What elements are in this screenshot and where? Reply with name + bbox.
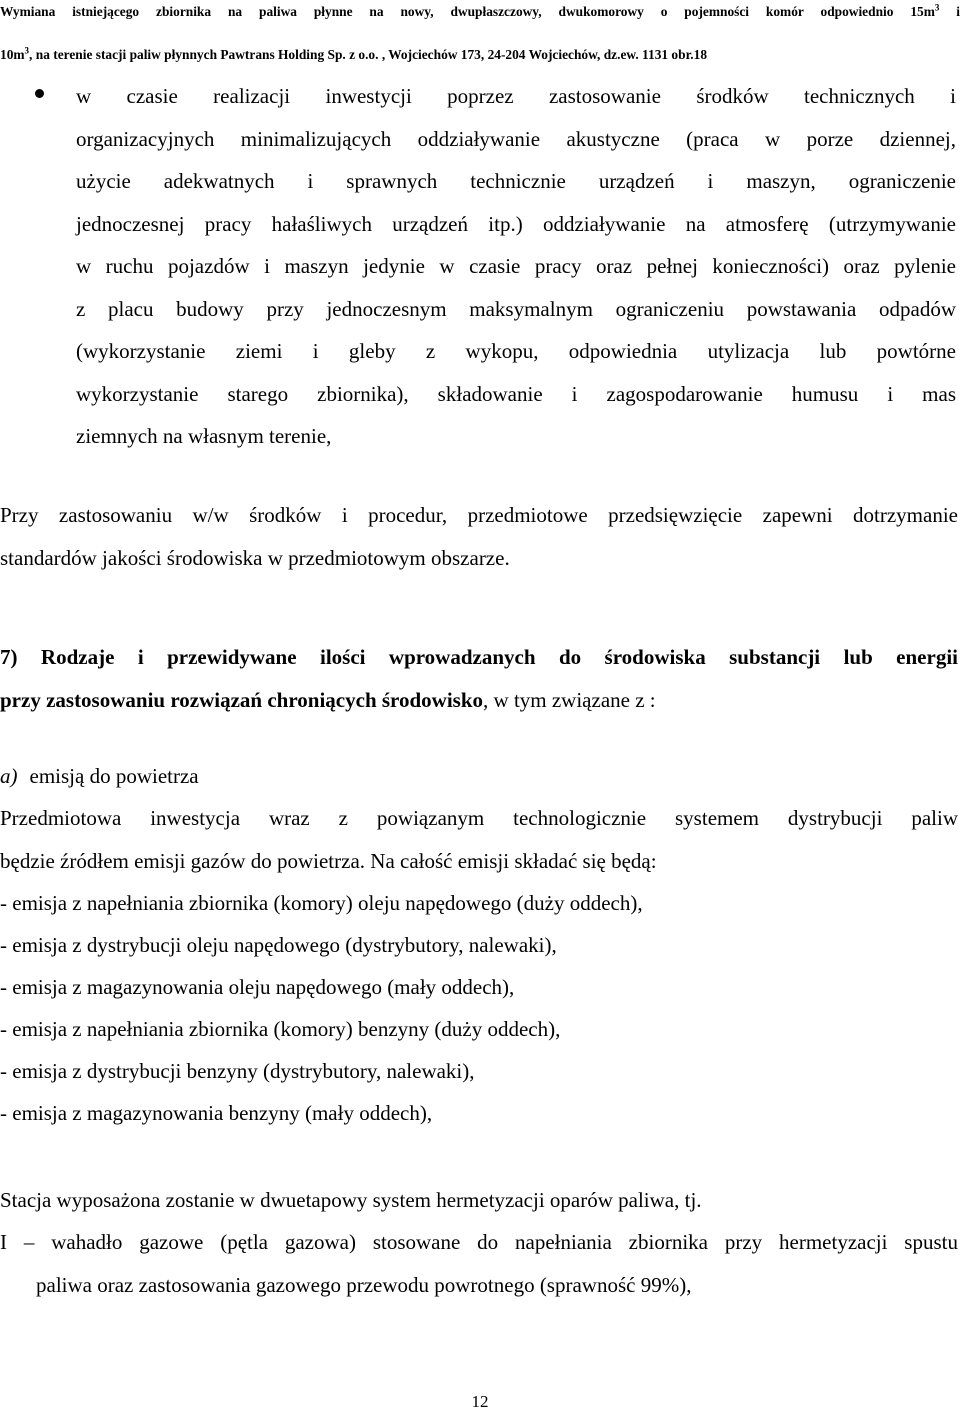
summary-paragraph (0, 494, 958, 579)
list-item: - emisja z magazynowania oleju napędowego (mały oddech), (0, 975, 515, 999)
section-heading-line: 7) Rodzaje i przewidywane ilości wprowadzanych do środowiska substancji lub energii (0, 645, 958, 669)
emissions-heading (0, 755, 958, 798)
section-heading-bold: przy zastosowaniu rozwiązań chroniących środowisko (0, 687, 484, 712)
text-line: organizacyjnych minimalizujących oddziaływanie akustyczne (praca w porze dziennej, (76, 126, 956, 151)
wahadlo-paragraph (0, 1221, 958, 1306)
section-heading-rest: , w tym związane z : (483, 687, 656, 712)
list-item: - emisja z dystrybucji oleju napędowego (dystrybutory, nalewaki), (0, 933, 557, 957)
list-item: - emisja z dystrybucji benzyny (dystrybutory, nalewaki), (0, 1059, 475, 1083)
header-line-2: $10m^3$, na terenie stacji paliw płynnych Pawtrans Holding Sp. z o.o. , Wojciechów 173, 24-204 Wojciechów, dz.ew. 1131 obr.18 (0, 45, 708, 62)
emissions-description (0, 797, 958, 882)
section-7-heading (0, 636, 958, 721)
emissions-list (0, 882, 958, 1134)
bullet-icon (35, 89, 44, 98)
text-line: (wykorzystanie ziemi i gleby z wykopu, odpowiednia utylizacja lub powtórne (76, 339, 956, 363)
subsection-letter: a) (0, 764, 18, 788)
text-line: jednoczesnej pracy hałaśliwych urządzeń itp.) oddziaływanie na atmosferę (utrzymywanie (76, 211, 956, 236)
text-line: użycie adekwatnych i sprawnych technicznie urządzeń i maszyn, ograniczenie (76, 169, 956, 193)
text-line: Stacja wyposażona zostanie w dwuetapowy system hermetyzacji oparów paliwa, tj. (0, 1188, 702, 1212)
page-header (0, 0, 960, 67)
list-item: - emisja z napełniania zbiornika (komory) oleju napędowego (duży oddech), (0, 891, 643, 915)
text-line: wykorzystanie starego zbiornika), składowanie i zagospodarowanie humusu i mas (76, 381, 956, 406)
subsection-heading (0, 755, 958, 798)
text-line: Przy zastosowaniu w/w środków i procedur, przedmiotowe przedsięwzięcie zapewni dotrzymanie (0, 503, 958, 527)
section-heading-line-2 (0, 679, 958, 722)
bullet-paragraph (76, 75, 956, 458)
text-line: w czasie realizacji inwestycji poprzez zastosowanie środków technicznych i (76, 84, 956, 108)
text-line: będzie źródłem emisji gazów do powietrza. Na całość emisji składać się będą: (0, 848, 657, 873)
text-line: z placu budowy przy jednoczesnym maksymalnym ograniczeniu powstawania odpadów (76, 296, 956, 321)
text-line: ziemnych na własnym terenie, (76, 424, 332, 448)
subsection-title: emisją do powietrza (29, 764, 199, 788)
text-line: w ruchu pojazdów i maszyn jedynie w czasie pracy oraz pełnej konieczności) oraz pylenie (76, 254, 956, 278)
text-line: I – wahadło gazowe (pętla gazowa) stosowane do napełniania zbiornika przy hermetyzacji spustu (0, 1230, 958, 1254)
header-line-1: Wymiana istniejącego zbiornika na paliwa płynne na nowy, dwupłaszczowy, dwukomorowy o pojemności komór odpowiednio $15m^3$ i (0, 2, 960, 19)
text-line: standardów jakości środowiska w przedmiotowym obszarze. (0, 545, 510, 570)
list-item: - emisja z napełniania zbiornika (komory) benzyny (duży oddech), (0, 1017, 561, 1041)
text-line-indented: paliwa oraz zastosowania gazowego przewodu powrotnego (sprawność 99%), (36, 1272, 692, 1297)
list-item: - emisja z magazynowania benzyny (mały oddech), (0, 1101, 433, 1125)
page-number: 12 (471, 1392, 489, 1411)
text-line: Przedmiotowa inwestycja wraz z powiązanym technologicznie systemem dystrybucji paliw (0, 806, 958, 830)
stacja-paragraph (0, 1179, 958, 1221)
